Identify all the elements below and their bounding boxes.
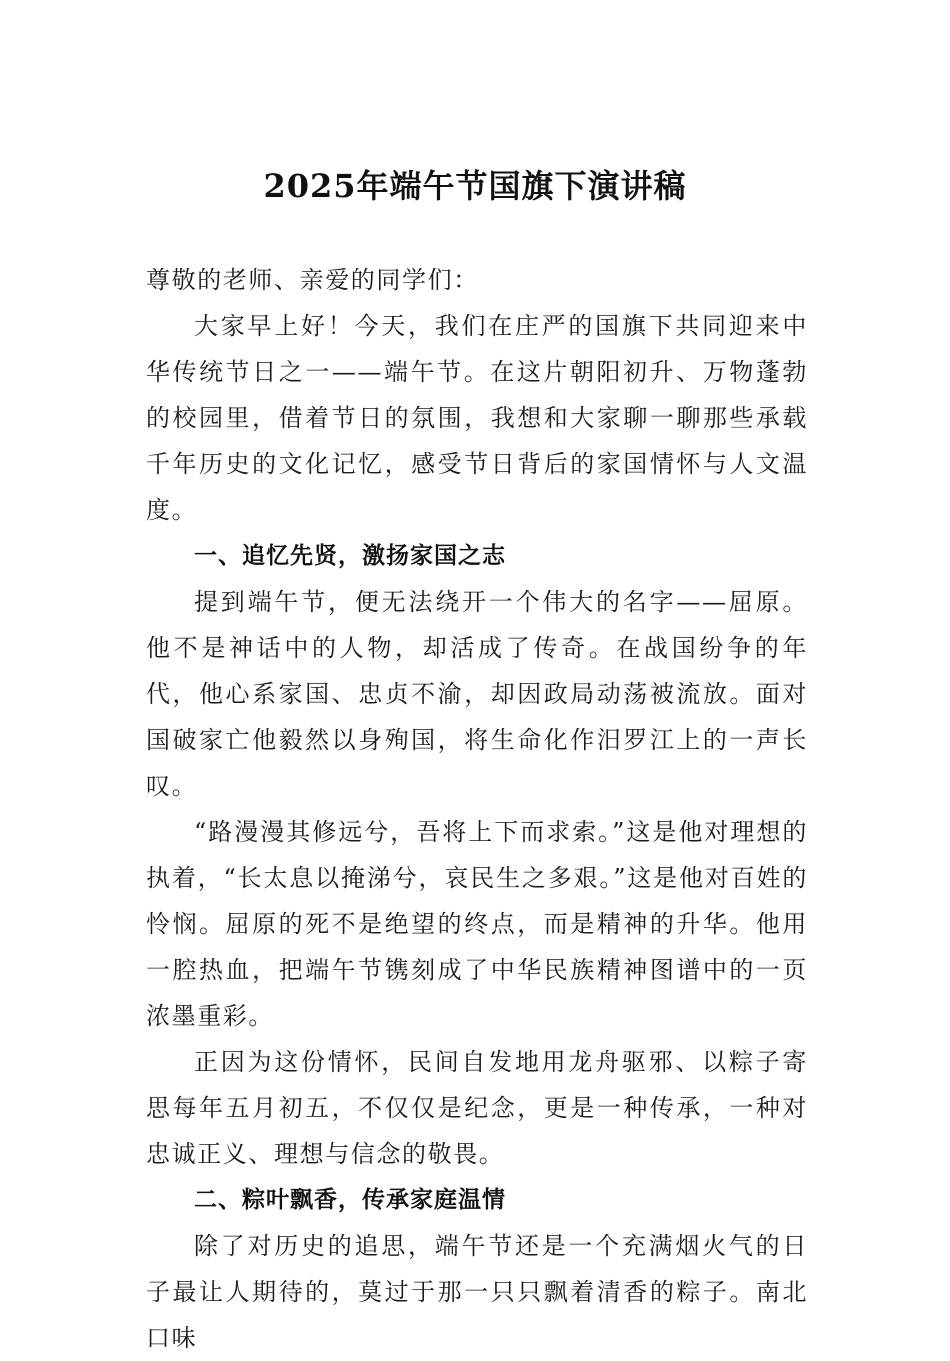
salutation: 尊敬的老师、亲爱的同学们： (146, 266, 479, 294)
document-title: 2025年端午节国旗下演讲稿 (263, 167, 687, 205)
section-heading-1: 一、追忆先贤，激扬家国之志 (194, 543, 506, 569)
section-2-paragraph-1: 除了对历史的追思，端午节还是一个充满烟火气的日子最让人期待的，莫过于那一只只飘着清香的粽子。南北口味 (146, 1232, 808, 1352)
intro-paragraph: 大家早上好！今天，我们在庄严的国旗下共同迎来中华传统节日之一——端午节。在这片朝阳初升、万物蓬勃的校园里，借着节日的氛围，我想和大家聊一聊那些承载千年历史的文化记忆，感受节日背后的家国情怀与人文温度。 (146, 312, 808, 524)
section-1-paragraph-3: 正因为这份情怀，民间自发地用龙舟驱邪、以粽子寄思每年五月初五，不仅仅是纪念，更是一种传承，一种对忠诚正义、理想与信念的敬畏。 (146, 1048, 808, 1168)
section-1-paragraph-1: 提到端午节，便无法绕开一个伟大的名字——屈原。他不是神话中的人物，却活成了传奇。在战国纷争的年代，他心系家国、忠贞不渝，却因政局动荡被流放。面对国破家亡他毅然以身殉国，将生命化作汨罗江上的一声长叹。 (146, 588, 808, 800)
document-body (146, 257, 808, 1361)
section-heading-2: 二、粽叶飘香，传承家庭温情 (194, 1187, 506, 1213)
section-1-paragraph-2: “路漫漫其修远兮，吾将上下而求索。”这是他对理想的执着，“长太息以掩涕兮，哀民生之多艰。”这是他对百姓的怜悯。屈原的死不是绝望的终点，而是精神的升华。他用一腔热血，把端午节镌刻成了中华民族精神图谱中的一页浓墨重彩。 (146, 818, 808, 1030)
